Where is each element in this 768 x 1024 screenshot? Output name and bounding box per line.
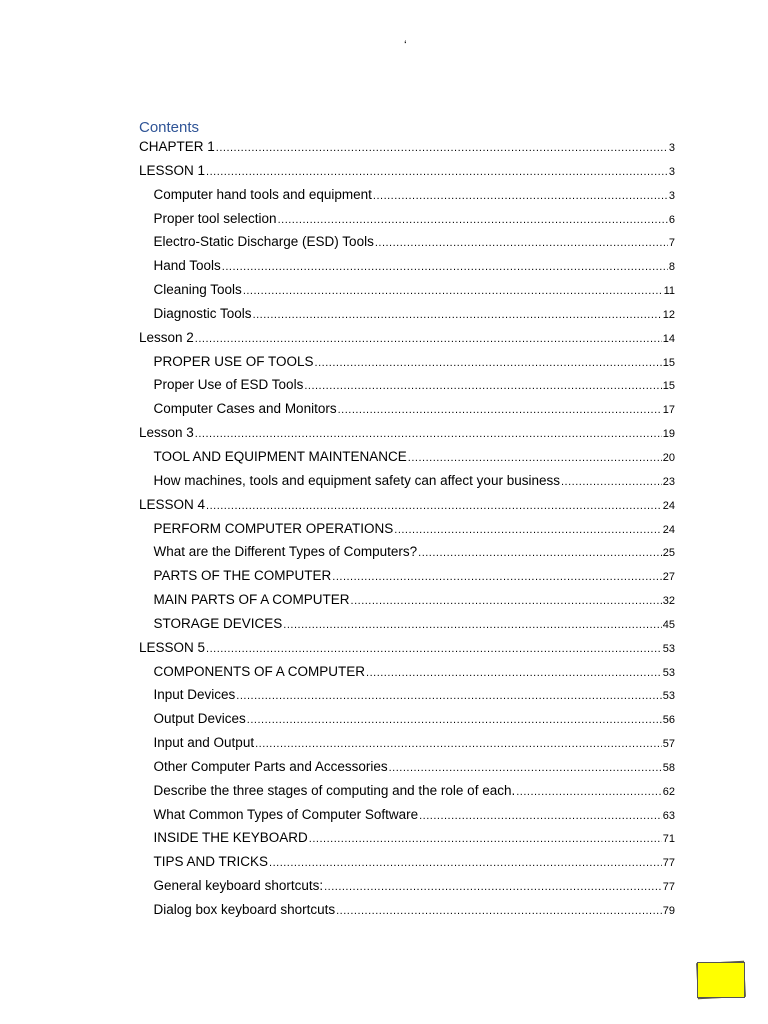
toc-entry-page-number: 79 — [662, 905, 675, 917]
toc-entry[interactable] — [139, 376, 675, 400]
toc-dot-leader — [375, 234, 668, 252]
toc-entry-page-number: 71 — [662, 833, 675, 846]
toc-entry-title: How machines, tools and equipment safety can affect your business — [153, 472, 560, 488]
toc-entry[interactable] — [139, 853, 675, 877]
toc-dot-leader — [206, 640, 662, 658]
toc-entry-title: COMPONENTS OF A COMPUTER — [153, 663, 366, 679]
toc-entry[interactable] — [139, 567, 675, 591]
toc-dot-leader — [324, 878, 662, 896]
toc-entry[interactable] — [139, 496, 675, 520]
toc-entry-page-number: 8 — [668, 261, 675, 274]
toc-entry[interactable] — [139, 758, 675, 782]
toc-entry-page-number: 24 — [662, 499, 675, 512]
toc-dot-leader — [304, 377, 661, 395]
toc-entry-title: Diagnostic Tools — [153, 305, 252, 321]
toc-entry-title: What are the Different Types of Computers? — [153, 544, 418, 560]
sticky-note-icon[interactable] — [697, 962, 745, 998]
toc-entry[interactable] — [139, 615, 675, 639]
toc-entry-title: Cleaning Tools — [153, 282, 242, 298]
toc-entry-title: MAIN PARTS OF A COMPUTER — [153, 592, 350, 608]
toc-entry-title: Computer hand tools and equipment — [153, 186, 372, 202]
toc-entry-title: Output Devices — [153, 711, 246, 727]
toc-entry-page-number: 53 — [662, 690, 675, 703]
toc-entry[interactable] — [139, 639, 675, 663]
toc-entry-page-number: 17 — [662, 404, 675, 417]
toc-entry-title: Computer Cases and Monitors — [153, 401, 337, 417]
toc-dot-leader — [373, 187, 668, 205]
toc-dot-leader — [216, 139, 668, 157]
toc-dot-leader — [278, 211, 668, 229]
toc-entry-title: What Common Types of Computer Software — [153, 806, 419, 822]
toc-entry[interactable] — [139, 782, 675, 806]
toc-entry-page-number: 77 — [662, 881, 675, 894]
toc-entry[interactable] — [139, 686, 675, 710]
sticky-note-front-sheet — [697, 962, 745, 998]
toc-entry-page-number: 27 — [662, 571, 675, 584]
toc-entry-page-number: 3 — [668, 165, 675, 178]
toc-entry[interactable] — [139, 829, 675, 853]
toc-entry-title: PERFORM COMPUTER OPERATIONS — [153, 520, 394, 536]
toc-dot-leader — [516, 783, 662, 801]
toc-dot-leader — [269, 854, 662, 872]
toc-dot-leader — [561, 473, 662, 491]
toc-entry-page-number: 57 — [662, 738, 675, 751]
toc-dot-leader — [206, 163, 668, 181]
toc-entry-title: Lesson 2 — [139, 329, 194, 345]
toc-entry-title: PARTS OF THE COMPUTER — [153, 568, 332, 584]
toc-dot-leader — [236, 687, 661, 705]
toc-entry-page-number: 24 — [662, 523, 675, 536]
toc-entry-page-number: 19 — [662, 428, 675, 441]
toc-dot-leader — [206, 497, 662, 515]
toc-entry-page-number: 3 — [668, 189, 675, 202]
toc-entry-title: LESSON 4 — [139, 496, 206, 512]
toc-entry[interactable] — [139, 400, 675, 424]
toc-dot-leader — [389, 759, 662, 777]
toc-entry[interactable] — [139, 210, 675, 234]
toc-entry[interactable] — [139, 233, 675, 257]
toc-entry-title: Dialog box keyboard shortcuts — [153, 902, 336, 917]
toc-entry-title: Input Devices — [153, 687, 236, 703]
toc-entry-page-number: 45 — [662, 618, 675, 631]
toc-entry-page-number: 58 — [662, 761, 675, 774]
toc-entry-page-number: 14 — [662, 332, 675, 345]
toc-entry-title: STORAGE DEVICES — [153, 615, 283, 631]
toc-entry-title: Hand Tools — [153, 258, 221, 274]
toc-dot-leader — [336, 902, 662, 920]
toc-entry[interactable] — [139, 448, 675, 472]
toc-entry[interactable] — [139, 186, 675, 210]
table-of-contents — [139, 118, 675, 925]
toc-entry[interactable] — [139, 520, 675, 544]
toc-entry-page-number: 53 — [662, 666, 675, 679]
toc-dot-leader — [338, 401, 662, 419]
toc-dot-leader — [408, 449, 662, 467]
toc-entry[interactable] — [139, 710, 675, 734]
toc-entry-page-number: 6 — [668, 213, 675, 226]
toc-entry-title: Other Computer Parts and Accessories — [153, 758, 388, 774]
toc-entry-page-number: 20 — [662, 451, 675, 464]
toc-entry-page-number: 7 — [668, 237, 675, 250]
toc-entry-page-number: 11 — [663, 285, 675, 298]
toc-entry-page-number: 56 — [662, 714, 675, 727]
toc-entry[interactable] — [139, 257, 675, 281]
toc-entry-title: Proper tool selection — [153, 210, 277, 226]
toc-entry[interactable] — [139, 663, 675, 687]
toc-entry-page-number: 23 — [662, 475, 675, 488]
toc-entry-page-number: 15 — [662, 380, 675, 393]
toc-entry[interactable] — [139, 734, 675, 758]
toc-dot-leader — [419, 807, 662, 825]
toc-entry-title: LESSON 5 — [139, 639, 206, 655]
toc-entry-title: CHAPTER 1 — [139, 139, 215, 154]
toc-entry-page-number: 63 — [662, 809, 675, 822]
toc-entry[interactable] — [139, 806, 675, 830]
toc-entry[interactable] — [139, 543, 675, 567]
toc-dot-leader — [332, 568, 661, 586]
toc-entry[interactable] — [139, 472, 675, 496]
toc-dot-leader — [222, 258, 668, 276]
toc-entry[interactable] — [139, 901, 675, 925]
toc-entry[interactable] — [139, 877, 675, 901]
toc-dot-leader — [255, 735, 662, 753]
toc-entry-page-number: 12 — [662, 308, 675, 321]
toc-entry-title: TIPS AND TRICKS — [153, 854, 269, 870]
toc-entry-title: TOOL AND EQUIPMENT MAINTENANCE — [153, 448, 407, 464]
toc-entry-title: Input and Output — [153, 735, 255, 751]
toc-entry-title: INSIDE THE KEYBOARD — [153, 830, 308, 846]
toc-entry[interactable] — [139, 281, 675, 305]
toc-entry[interactable] — [139, 162, 675, 186]
toc-entry-page-number: 15 — [662, 356, 675, 369]
toc-dot-leader — [195, 425, 662, 443]
toc-entry-page-number: 53 — [662, 642, 675, 655]
toc-dot-leader — [253, 306, 662, 324]
toc-entry[interactable] — [139, 305, 675, 329]
toc-entry[interactable] — [139, 353, 675, 377]
toc-entry-title: Describe the three stages of computing and the role of each. — [153, 782, 516, 798]
toc-entry-page-number: 62 — [662, 785, 675, 798]
toc-entry-title: General keyboard shortcuts: — [153, 878, 324, 894]
header-mark: ‘ — [404, 38, 407, 52]
toc-list — [139, 138, 675, 925]
toc-entry-title: Electro-Static Discharge (ESD) Tools — [153, 234, 374, 250]
toc-dot-leader — [394, 521, 661, 539]
toc-dot-leader — [247, 711, 662, 729]
toc-entry[interactable] — [139, 138, 675, 162]
toc-entry-title: Proper Use of ESD Tools — [153, 377, 304, 393]
toc-dot-leader — [315, 354, 662, 372]
toc-dot-leader — [309, 830, 662, 848]
toc-entry-title: LESSON 1 — [139, 162, 206, 178]
toc-entry[interactable] — [139, 424, 675, 448]
toc-entry-page-number: 77 — [662, 857, 675, 870]
toc-heading: Contents — [139, 119, 200, 136]
toc-dot-leader — [366, 664, 662, 682]
toc-dot-leader — [418, 544, 662, 562]
toc-entry-title: Lesson 3 — [139, 425, 194, 441]
toc-entry-page-number: 3 — [668, 142, 675, 154]
toc-dot-leader — [195, 330, 662, 348]
toc-entry-title: PROPER USE OF TOOLS — [153, 353, 314, 369]
toc-entry[interactable] — [139, 329, 675, 353]
toc-dot-leader — [351, 592, 662, 610]
toc-entry[interactable] — [139, 591, 675, 615]
toc-dot-leader — [243, 282, 663, 300]
toc-entry-page-number: 32 — [662, 595, 675, 608]
toc-entry-page-number: 25 — [662, 547, 675, 560]
toc-dot-leader — [283, 616, 661, 634]
